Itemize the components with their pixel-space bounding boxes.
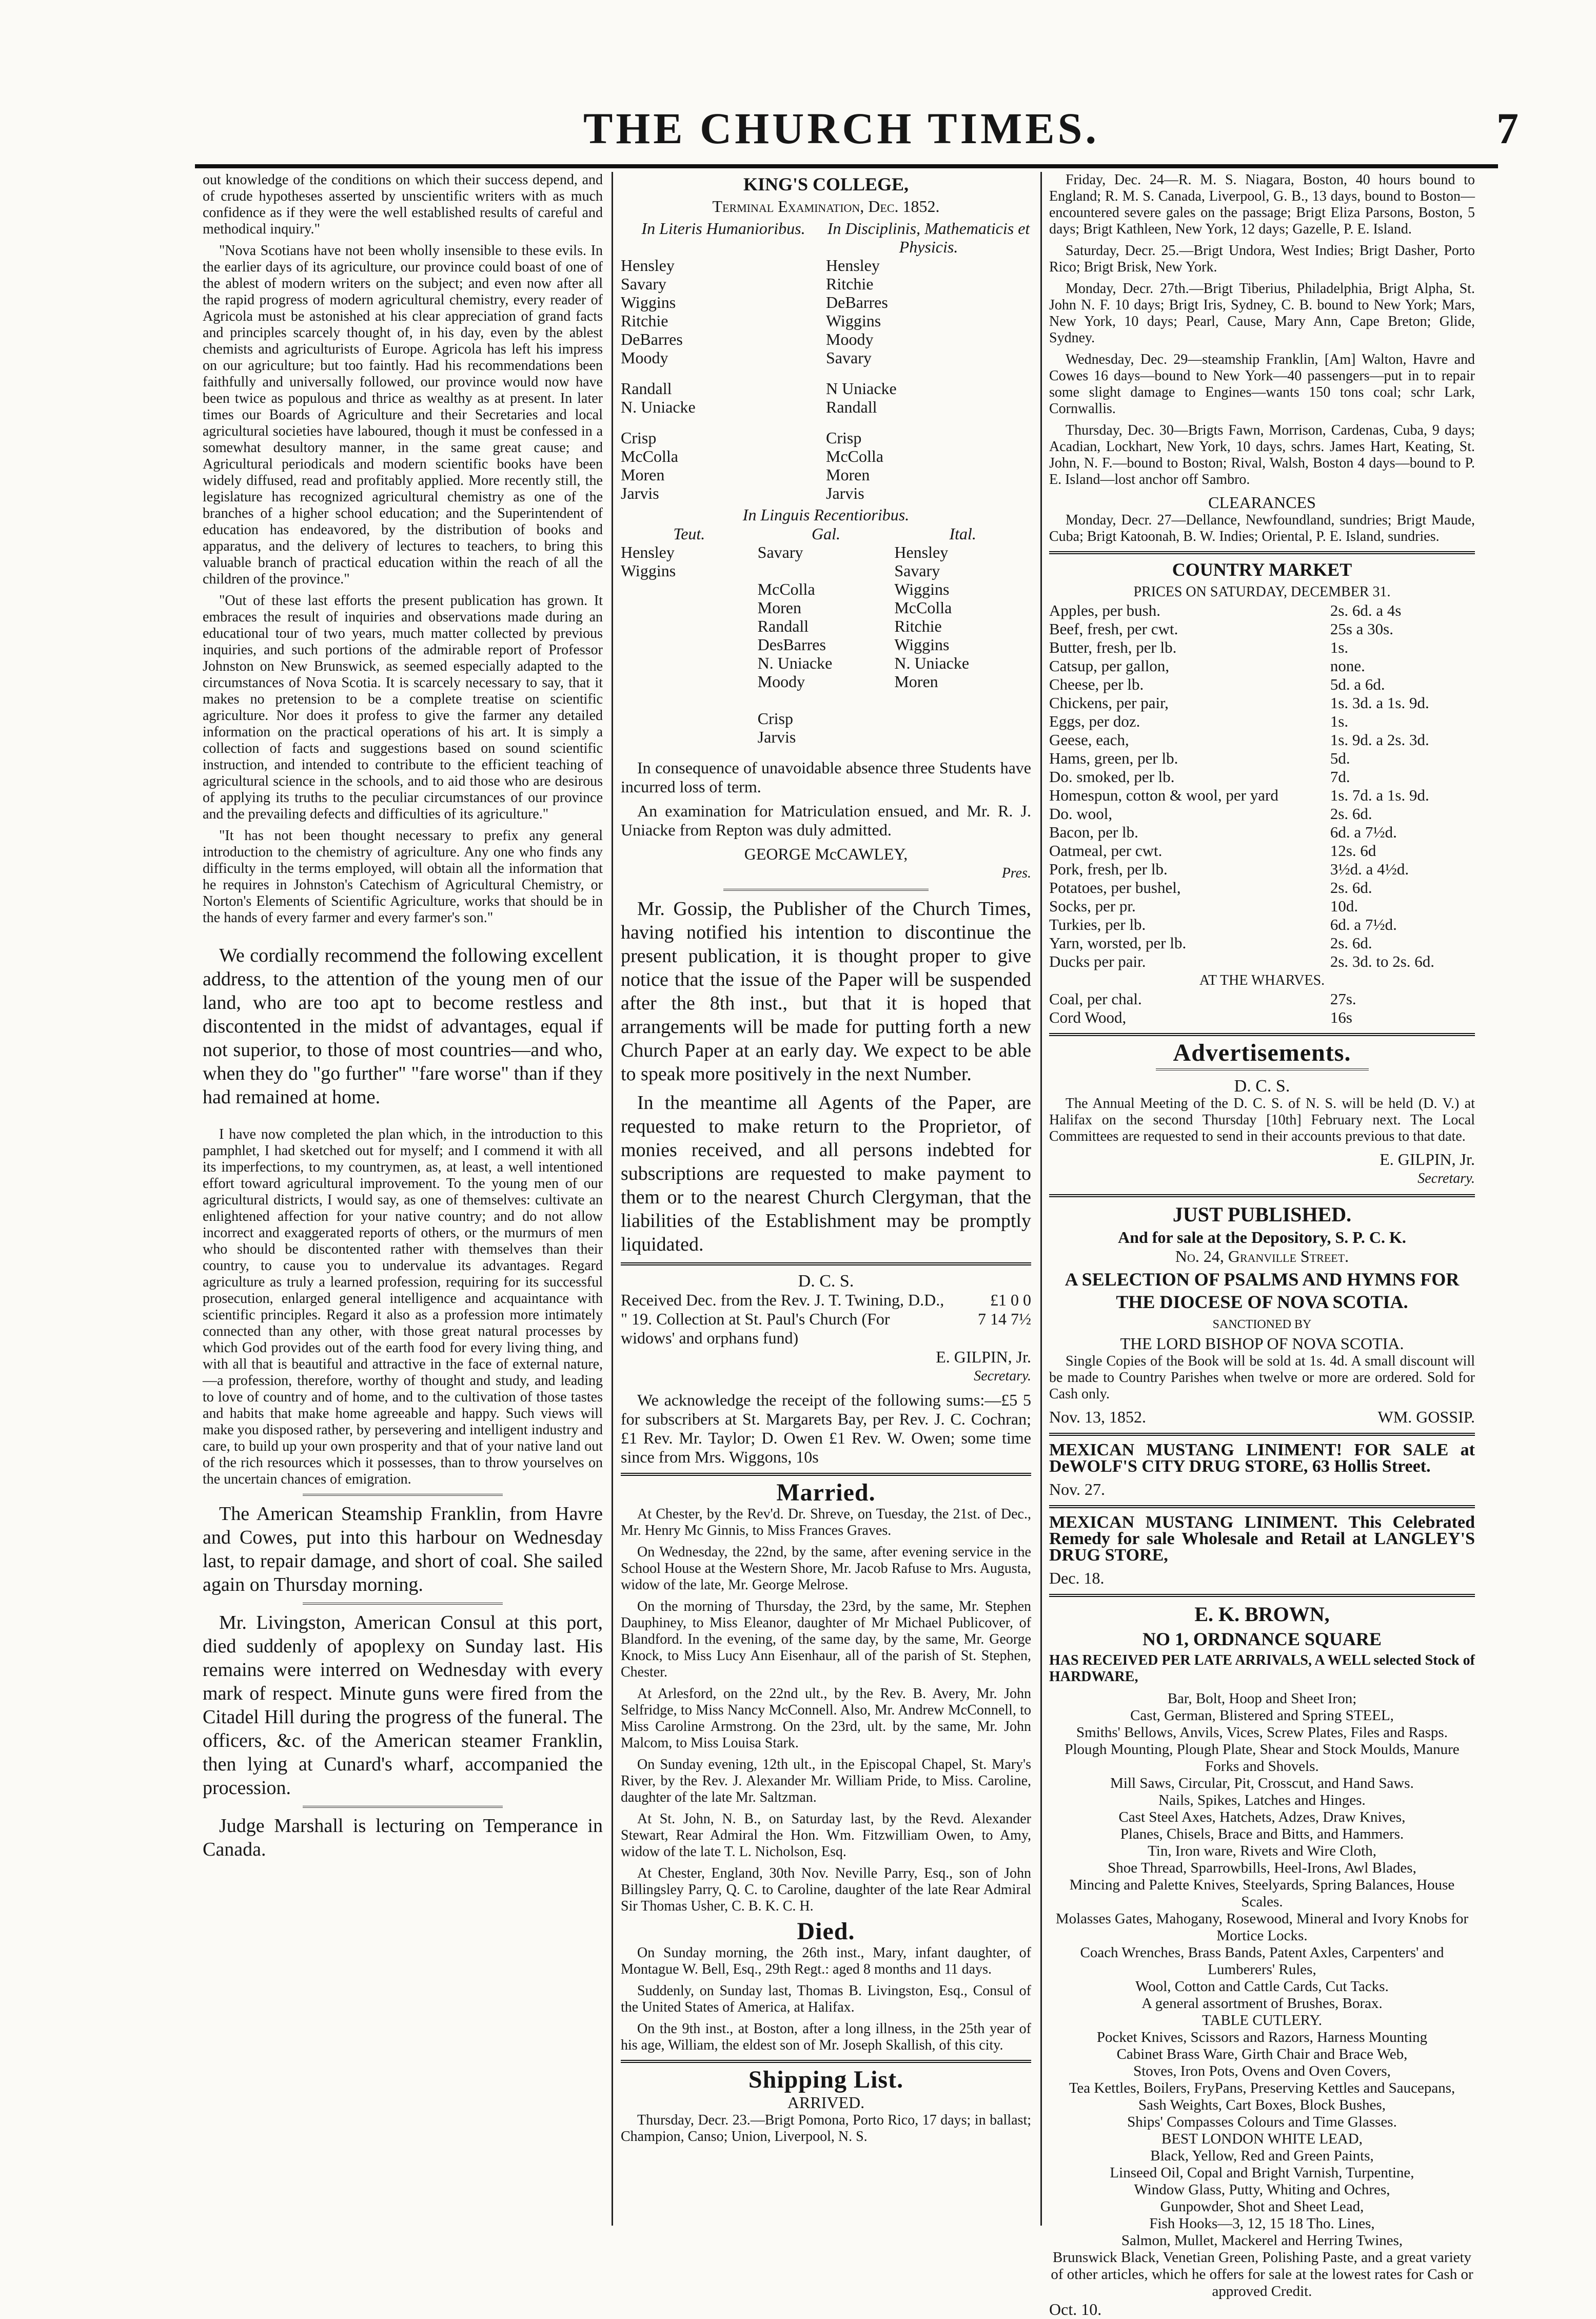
market-price: 27s. xyxy=(1330,990,1356,1008)
brown-item: Pocket Knives, Scissors and Razors, Harness Mounting xyxy=(1096,2029,1428,2045)
shipping-heading: Shipping List. xyxy=(748,2066,904,2093)
brown-item: Plough Mounting, Plough Plate, Shear and Stock Moulds, Manure Forks and Shovels. xyxy=(1065,1741,1460,1775)
separator xyxy=(303,1494,503,1496)
just-published-heading: JUST PUBLISHED. xyxy=(1172,1203,1352,1226)
mustang-ad-1-date: Nov. 27. xyxy=(1049,1480,1106,1498)
market-item: Turkies, per lb. xyxy=(1049,915,1146,933)
market-item: Apples, per bush. xyxy=(1049,601,1160,619)
market-row xyxy=(1049,601,1475,620)
market-item: Beef, fresh, per cwt. xyxy=(1049,620,1178,638)
market-price: 1s. 3d. a 1s. 9d. xyxy=(1330,694,1429,712)
shipping-entry: Thursday, Decr. 23.—Brigt Pomona, Porto Rico, 17 days; in ballast; Champion, Canso; Union, Liverpool, N. S. xyxy=(621,2112,1031,2145)
exam-heading-languages: In Linguis Recentioribus. xyxy=(742,505,910,524)
married-notice: At Chester, England, 30th Nov. Neville Parry, Esq., son of John Billingsley Parry, Q. C. to Caroline, daughter of the late Rear Admiral Sir Thomas Usher, C. B. K. C. H. xyxy=(621,1865,1031,1914)
married-notice: On Wednesday, the 22nd, by the same, after evening service in the School House at the Western Shore, Mr. Jacob Rafuse to Mrs. Augusta, widow of the late, Mr. George Melrose. xyxy=(621,1544,1031,1593)
brown-item: Planes, Chisels, Brace and Bitts, and Hammers. xyxy=(1120,1826,1404,1842)
market-item: Hams, green, per lb. xyxy=(1049,749,1178,767)
market-item: Chickens, per pair, xyxy=(1049,694,1169,712)
article-agriculture-p1: out knowledge of the conditions on which their success depend, and of crude hypotheses asserted by unscientific writers with as much confidence as if they were the well established results of careful and methodical inquiry." xyxy=(203,172,603,237)
shipping-entry: Saturday, Decr. 25.—Brigt Undora, West Indies; Brigt Dasher, Porto Rico; Brigt Brisk, New York. xyxy=(1049,243,1475,275)
market-price: 25s a 30s. xyxy=(1330,620,1393,638)
kings-college-title: KING'S COLLEGE, xyxy=(743,174,909,194)
kc-signature-title: Pres. xyxy=(1001,865,1031,881)
married-notice: On the morning of Thursday, the 23rd, by the same, Mr. Stephen Dauphiney, to Miss Eleanor, daughter of Mr Michael Publicover, of Blandford. In the evening, of the same day, by the same, Mr. George Knock, to Miss Lucy Ann Eisenhaur, all of the parish of St. Stephen, Chester. xyxy=(621,1599,1031,1680)
just-published-footer: Nov. 13, 1852. WM. GOSSIP. xyxy=(1049,1408,1475,1426)
died-heading: Died. xyxy=(797,1918,855,1945)
market-row xyxy=(1049,712,1475,731)
married-heading: Married. xyxy=(776,1479,876,1506)
column-2 xyxy=(621,172,1031,2241)
market-row xyxy=(1049,805,1475,823)
market-price: 5d. xyxy=(1330,749,1350,767)
shipping-entry: Monday, Decr. 27th.—Brigt Tiberius, Philadelphia, Brigt Alpha, St. John N. F. 10 days; Brigt Iris, Sydney, C. B. bound to New York; Mars, New York, 10 days; Pearl, Cause, Mary Ann, Cape Breton; Glide, Sydney. xyxy=(1049,281,1475,346)
separator xyxy=(303,1603,503,1605)
brown-item: Cast Steel Axes, Hatchets, Adzes, Draw Knives, xyxy=(1118,1809,1406,1825)
brown-item: Fish Hooks—3, 12, 15 18 Tho. Lines, xyxy=(1149,2215,1375,2232)
brown-item: Salmon, Mullet, Mackerel and Herring Twines, xyxy=(1121,2232,1403,2249)
masthead-rule xyxy=(195,164,1498,168)
died-notice: On the 9th inst., at Boston, after a long illness, in the 25th year of his age, William, the eldest son of Mr. Joseph Skallish, of this city. xyxy=(621,2021,1031,2053)
market-item: Eggs, per doz. xyxy=(1049,712,1140,730)
clearances-entry: Monday, Decr. 27—Dellance, Newfoundland, sundries; Brigt Maude, Cuba; Brigt Katoonah, B. W. Indies; Oriental, P. E. Island, sundries. xyxy=(1049,512,1475,544)
dcs-ad-signature: E. GILPIN, Jr. xyxy=(1380,1150,1475,1168)
market-item: Ducks per pair. xyxy=(1049,952,1146,970)
just-published-note: Single Copies of the Book will be sold at 1s. 4d. A small discount will be made to Country Parishes when twelve or more are ordered. Sold for Cash only. xyxy=(1049,1353,1475,1402)
market-row xyxy=(1049,749,1475,768)
advertisements-heading: Advertisements. xyxy=(1173,1039,1351,1066)
news-livingston: Mr. Livingston, American Consul at this port, died suddenly of apoplexy on Sunday last. His remains were interred on Wednesday with every mark of respect. Minute guns were fired from the Citadel Hill during the progress of the funeral. The officers, &c. of the American steamer Franklin, then lying at Cunard's wharf, accompanied the procession. xyxy=(203,1612,603,1799)
article-agriculture-p4: "It has not been thought necessary to prefix any general introduction to the chemistry of agriculture. Any one who finds any difficulty in the terms employed, will obtain all the information that he requires in Johnston's Catechism of Agricultural Chemistry, or Norton's Elements of Scientific Agriculture, works that should be in the hands of every farmer and every farmer's son." xyxy=(203,828,603,926)
dcs-ad-signature-title: Secretary. xyxy=(1417,1171,1475,1186)
news-franklin: The American Steamship Franklin, from Havre and Cowes, put into this harbour on Wednesday last, to repair damage, and short of coal. She sailed again on Thursday morning. xyxy=(203,1503,603,1595)
column-1 xyxy=(203,172,603,2241)
market-item: Potatoes, per bushel, xyxy=(1049,879,1181,897)
brown-item: Mincing and Palette Knives, Steelyards, Spring Balances, House Scales. xyxy=(1069,1877,1455,1910)
kc-signature: GEORGE McCAWLEY, xyxy=(744,845,908,863)
brown-item: Gunpowder, Shot and Sheet Lead, xyxy=(1160,2198,1364,2215)
just-published-bishop: THE LORD BISHOP OF NOVA SCOTIA. xyxy=(1120,1334,1404,1353)
market-row xyxy=(1049,934,1475,952)
brown-item: Stoves, Iron Pots, Ovens and Oven Covers, xyxy=(1133,2063,1391,2079)
notice-gossip-1: Mr. Gossip, the Publisher of the Church Times, having notified his intention to discontinue the present publication, it is thought proper to give notice that the issue of the Paper will be suspended after the 8th inst., but that it is hoped that arrangements will be made for putting forth a new Church Paper at an early day. We expect to be able to speak more positively in the next Number. xyxy=(621,898,1031,1085)
brown-item: Tea Kettles, Boilers, FryPans, Preserving Kettles and Saucepans, xyxy=(1069,2080,1455,2096)
wharves-table xyxy=(1049,990,1475,1027)
column-divider-2 xyxy=(1040,172,1042,2226)
market-item: Oatmeal, per cwt. xyxy=(1049,842,1162,860)
shipping-entry: Wednesday, Dec. 29—steamship Franklin, [Am] Walton, Havre and Cowes 16 days—bound to New York—40 passengers—put in to repair some slight damage to Engines—wants 150 tons coal; schr Lark, Cornwallis. xyxy=(1049,352,1475,417)
market-row xyxy=(1049,842,1475,860)
brown-date: Oct. 10. xyxy=(1049,2300,1102,2318)
article-address: I have now completed the plan which, in the introduction to this pamphlet, I had sketched out for myself; and I commend it with all its imperfections, to my countrymen, as, at least, a well intentioned effort toward agricultural improvement. To the young men of our agricultural districts, I would say, as one of themselves: cultivate an enlightened affection for your native country; and do not allow incorrect and exaggerated reports of others, or the murmurs of men who should be discontented rather with themselves than their country, to cause you to undervalue its advantages. Regard agriculture as truly a learned profession, requiring for its successful prosecution, enlarged general intelligence and acquaintance with scientific principles. Regard it also as a profession more intimately connected than any other, with those great natural processes by which God provides out of the earth food for every living thing, and with all that is beautiful and attractive in the face of external nature,—a profession, therefore, worthy of thought and study, and leading to love of country and of home, and to the cultivation of those tastes and habits that make home agreeable and happy. Such views will make you disposed rather, by persevering and intelligent industry and care, to build up your own prosperity and that of your native land out of the rich resources which it possesses, than to throw yourselves on the uncertain chances of emigration. xyxy=(203,1126,603,1487)
market-subheading: PRICES ON SATURDAY, DECEMBER 31. xyxy=(1133,584,1391,600)
exam-group-2: Randall N. Uniacke N Uniacke Randall xyxy=(621,379,897,416)
mustang-ad-2: MEXICAN MUSTANG LINIMENT. This Celebrated Remedy for sale Wholesale and Retail at LANGLEY'S DRUG STORE, xyxy=(1049,1513,1475,1565)
dcs-signature: E. GILPIN, Jr. xyxy=(936,1348,1031,1366)
market-item: Coal, per chal. xyxy=(1049,990,1142,1008)
brown-name: E. K. BROWN, xyxy=(1194,1603,1330,1626)
married-notice: On Sunday evening, 12th ult., in the Episcopal Chapel, St. Mary's River, by the Rev. J. Alexander Mr. William Pride, to Miss. Caroline, daughter of the late Mr. Saltzman. xyxy=(621,1757,1031,1805)
brown-item: Mill Saws, Circular, Pit, Crosscut, and Hand Saws. xyxy=(1110,1775,1414,1791)
market-row xyxy=(1049,879,1475,897)
brown-item: Linseed Oil, Copal and Bright Varnish, Turpentine, xyxy=(1110,2165,1414,2181)
market-price: 2s. 3d. to 2s. 6d. xyxy=(1330,952,1435,970)
market-row xyxy=(1049,657,1475,675)
market-heading: COUNTRY MARKET xyxy=(1172,559,1352,580)
market-row xyxy=(1049,694,1475,712)
just-published-sanctioned: SANCTIONED BY xyxy=(1212,1318,1312,1331)
market-item: Do. smoked, per lb. xyxy=(1049,768,1175,786)
exam-headings: In Literis Humanioribus. In Disciplinis, Mathematicis et Physicis. xyxy=(641,219,1030,256)
market-row xyxy=(1049,675,1475,694)
market-row xyxy=(1049,897,1475,915)
clearances-heading: CLEARANCES xyxy=(1208,493,1316,512)
wharves-heading: AT THE WHARVES. xyxy=(1199,972,1325,988)
mustang-ad-1: MEXICAN MUSTANG LINIMENT! FOR SALE at DeWOLF'S CITY DRUG STORE, 63 Hollis Street. xyxy=(1049,1440,1475,1476)
market-price: 1s. 9d. a 2s. 3d. xyxy=(1330,731,1429,749)
mustang-ad-2-date: Dec. 18. xyxy=(1049,1569,1105,1587)
separator xyxy=(723,889,929,891)
wharves-row xyxy=(1049,990,1475,1008)
market-item: Bacon, per lb. xyxy=(1049,823,1138,841)
brown-item: TABLE CUTLERY. xyxy=(1202,2012,1322,2029)
brown-item: A general assortment of Brushes, Borax. xyxy=(1141,1995,1383,2012)
died-notice: Suddenly, on Sunday last, Thomas B. Livingston, Esq., Consul of the United States of America, at Halifax. xyxy=(621,1983,1031,2015)
market-price: none. xyxy=(1330,657,1365,675)
just-published-title: A SELECTION OF PSALMS AND HYMNS FOR THE DIOCESE OF NOVA SCOTIA. xyxy=(1065,1269,1460,1312)
column-divider-1 xyxy=(612,172,613,2226)
shipping-entry: Friday, Dec. 24—R. M. S. Niagara, Boston, 40 hours bound to England; R. M. S. Canada, Liverpool, G. B., 13 days, bound to Boston—encountered severe gales on the passage; Brigt Eliza Parsons, Boston, 5 days; Brigt Kathleen, New York, 12 days; Gazelle, P. E. Island. xyxy=(1049,172,1475,237)
market-price: 7d. xyxy=(1330,768,1350,786)
market-item: Geese, each, xyxy=(1049,731,1129,749)
market-item: Catsup, per gallon, xyxy=(1049,657,1170,675)
just-published-sale: And for sale at the Depository, S. P. C. K. xyxy=(1118,1228,1406,1246)
separator xyxy=(303,1806,503,1808)
market-item: Cheese, per lb. xyxy=(1049,675,1144,693)
wharves-row xyxy=(1049,1008,1475,1027)
market-item: Butter, fresh, per lb. xyxy=(1049,638,1177,656)
market-price: 16s xyxy=(1330,1008,1352,1026)
market-price: 6d. a 7½d. xyxy=(1330,823,1397,841)
brown-item: Cast, German, Blistered and Spring STEEL, xyxy=(1130,1707,1394,1724)
separator xyxy=(1156,1068,1369,1070)
brown-item: Coach Wrenches, Brass Bands, Patent Axles, Carpenters' and Lumberers' Rules, xyxy=(1080,1944,1444,1978)
market-item: Do. wool, xyxy=(1049,805,1113,823)
market-row xyxy=(1049,620,1475,638)
exam-group-3: Crisp McColla Moren Jarvis Crisp McColla Moren Jarvis xyxy=(621,428,883,502)
market-price: 12s. 6d xyxy=(1330,842,1376,860)
brown-item: Brunswick Black, Venetian Green, Polishing Paste, and a great variety of other articles, which he offers for sale at the lowest rates for Cash or approved Credit. xyxy=(1051,2249,1473,2299)
market-item: Homespun, cotton & wool, per yard xyxy=(1049,786,1278,804)
brown-item: Black, Yellow, Red and Green Paints, xyxy=(1150,2148,1374,2164)
brown-item: Tin, Iron ware, Rivets and Wire Cloth, xyxy=(1148,1843,1376,1859)
dcs-entry-2: " 19. Collection at St. Paul's Church (For widows' and orphans fund) 7 14 7½ xyxy=(621,1310,1031,1347)
market-row xyxy=(1049,952,1475,971)
dcs-entry-1: Received Dec. from the Rev. J. T. Twining, D.D., £1 0 0 xyxy=(621,1291,1031,1309)
acknowledgement: We acknowledge the receipt of the following sums:—£5 5 for subscribers at St. Margarets Bay, per Rev. J. C. Cochran; £1 Rev. Mr. Taylor; D. Owen £1 Rev. W. Owen; some time since from Mrs. Wiggons, 10s xyxy=(621,1391,1031,1466)
news-marshall: Judge Marshall is lecturing on Temperance in Canada. xyxy=(203,1815,603,1860)
market-row xyxy=(1049,823,1475,842)
brown-item: Wool, Cotton and Cattle Cards, Cut Tacks. xyxy=(1135,1978,1389,1995)
market-price: 2s. 6d. a 4s xyxy=(1330,601,1402,619)
newspaper-title: THE CHURCH TIMES. xyxy=(583,104,1099,153)
market-row xyxy=(1049,638,1475,657)
brown-lead: HAS RECEIVED PER LATE ARRIVALS, A WELL selected Stock of HARDWARE, xyxy=(1049,1652,1475,1685)
married-notice: At Arlesford, on the 22nd ult., by the Rev. B. Avery, Mr. John Selfridge, to Miss Nancy McConnell. Also, Mr. Andrew McConnell, to Miss Caroline Armstrong. On the 23rd, ult. by the same, Mr. John Malcom, to Miss Louisa Stark. xyxy=(621,1686,1031,1751)
column-3 xyxy=(1049,172,1475,2318)
dcs-ad-heading: D. C. S. xyxy=(1234,1077,1290,1096)
article-agriculture-p3: "Out of these last efforts the present publication has grown. It embraces the result of inquiries and observations made during an educational tour of two years, much matter collected by previous inquiries, and such portions of the admirable report of Professor Johnston on New Brunswick, as seemed especially adapted to the circumstances of Nova Scotia. It is scarcely necessary to say, that it makes no pretension to be a complete treatise on scientific agriculture. Nor does it profess to give the farmer any detailed information on the practical operations of his art. It is simply a collection of facts and suggestions based on sound scientific instruction, and intended to contribute to the efficient teaching of agricultural science in the schools, and to aid those who are desirous of applying its truths to the peculiar circumstances of our province and the prevailing defects and difficulties of its agriculture." xyxy=(203,593,603,822)
kings-college-subtitle: Terminal Examination, Dec. 1852. xyxy=(712,197,940,216)
kc-note-2: An examination for Matriculation ensued, and Mr. R. J. Uniacke from Repton was duly admitted. xyxy=(621,802,1031,839)
notice-gossip-2: In the meantime all Agents of the Paper, are requested to make return to the Proprietor, of monies received, and all persons indebted for subscriptions are requested to make payment to them or to the nearest Church Clergyman, that the liabilities of the Establishment may be promptly liquidated. xyxy=(621,1092,1031,1255)
article-agriculture-p2: "Nova Scotians have not been wholly insensible to these evils. In the earlier days of its agriculture, our province could boast of one of the ablest of modern writers on the subject; and even now after all the rapid progress of modern agricultural chemistry, every reader of Agricola must be astonished at his clear appreciation of grand facts and principles scarcely thought of, in his day, even by the ablest chemists and agriculturists of Europe. Agricola has left his impress on our agriculture; but too faintly. Had his recommendations been faithfully and universally followed, our province would now have been twice as populous and thrice as wealthy as at present. In later times our Boards of Agriculture and their Secretaries and local agricultural societies have laboured, though it must be confessed in a somewhat desultory manner, in the same great cause; and Agricultural periodicals and modern scientific books have been widely diffused, read and profitably applied. More recently still, the legislature has recognized agricultural chemistry as one of the branches of a higher school education; and the Superintendent of education has endeavored, by the distribution of books and apparatus, and the delivery of lectures to teachers, to bring this valuable branch of practical education within the reach of all the children of the province." xyxy=(203,243,603,587)
brown-item: BEST LONDON WHITE LEAD, xyxy=(1161,2131,1363,2147)
article-recommend: We cordially recommend the following excellent address, to the attention of the young men of our land, who are too apt to become restless and discontented in the midst of advantages, equal if not superior, to those of most countries—and who, when they do "go further" "fare worse" than if they had remained at home. xyxy=(203,945,603,1108)
market-price: 6d. a 7½d. xyxy=(1330,915,1397,933)
brown-item: Bar, Bolt, Hoop and Sheet Iron; xyxy=(1167,1690,1357,1707)
brown-item: Molasses Gates, Mahogany, Rosewood, Mineral and Ivory Knobs for Mortice Locks. xyxy=(1055,1911,1469,1944)
page-number: 7 xyxy=(1496,104,1519,153)
market-item: Pork, fresh, per lb. xyxy=(1049,860,1168,878)
dcs-ad-text: The Annual Meeting of the D. C. S. of N. S. will be held (D. V.) at Halifax on the second Thursday [10th] February next. The Local Committees are requested to send in their accounts previous to that date. xyxy=(1049,1096,1475,1144)
market-item: Cord Wood, xyxy=(1049,1008,1127,1026)
market-price: 1s. xyxy=(1330,712,1349,730)
brown-item: Sash Weights, Cart Boxes, Block Bushes, xyxy=(1138,2097,1386,2113)
masthead xyxy=(185,103,1519,159)
market-row xyxy=(1049,786,1475,805)
shipping-arrived: ARRIVED. xyxy=(787,2093,865,2112)
died-notice: On Sunday morning, the 26th inst., Mary, infant daughter, of Montague W. Bell, Esq., 29th Regt.: aged 8 months and 11 days. xyxy=(621,1945,1031,1977)
market-row xyxy=(1049,731,1475,749)
market-price: 1s. 7d. a 1s. 9d. xyxy=(1330,786,1429,804)
dcs-signature-title: Secretary. xyxy=(974,1368,1031,1384)
market-price: 10d. xyxy=(1330,897,1358,915)
market-price: 3½d. a 4½d. xyxy=(1330,860,1409,878)
market-row xyxy=(1049,768,1475,786)
shipping-entry: Thursday, Dec. 30—Brigts Fawn, Morrison, Cardenas, Cuba, 9 days; Acadian, Lockhart, New York, 10 days, schrs. James Hart, Keating, St. John, N. F.—bound to Boston; Rival, Walsh, Boston 4 days—bound to P. E. Island—lost anchor off Sambro. xyxy=(1049,422,1475,488)
brown-item: Nails, Spikes, Latches and Hinges. xyxy=(1158,1792,1366,1808)
market-price: 5d. a 6d. xyxy=(1330,675,1385,693)
brown-item: Window Glass, Putty, Whiting and Ochres, xyxy=(1134,2181,1390,2198)
brown-item: Cabinet Brass Ware, Girth Chair and Brace Web, xyxy=(1116,2046,1408,2062)
brown-item: Ships' Compasses Colours and Time Glasses. xyxy=(1127,2114,1397,2130)
just-published-address: No. 24, Granville Street. xyxy=(1175,1247,1349,1265)
market-row xyxy=(1049,860,1475,879)
market-price: 1s. xyxy=(1330,638,1349,656)
market-price: 2s. 6d. xyxy=(1330,805,1372,823)
market-price: 2s. 6d. xyxy=(1330,934,1372,952)
market-price: 2s. 6d. xyxy=(1330,879,1372,897)
brown-item-list xyxy=(1049,1690,1475,2300)
market-item: Yarn, worsted, per lb. xyxy=(1049,934,1187,952)
married-notice: At St. John, N. B., on Saturday last, by the Revd. Alexander Stewart, Rear Admiral the Hon. Wm. Fitzwilliam Owen, to Amy, widow of the late T. L. Nicholson, Esq. xyxy=(621,1811,1031,1860)
married-notice: At Chester, by the Rev'd. Dr. Shreve, on Tuesday, the 21st. of Dec., Mr. Henry Mc Ginnis, to Miss Frances Graves. xyxy=(621,1506,1031,1538)
market-table xyxy=(1049,601,1475,971)
market-row xyxy=(1049,915,1475,934)
kc-note-1: In consequence of unavoidable absence three Students have incurred loss of term. xyxy=(621,758,1031,796)
market-item: Socks, per pr. xyxy=(1049,897,1136,915)
brown-item: Shoe Thread, Sparrowbills, Heel-Irons, Awl Blades, xyxy=(1108,1860,1416,1876)
exam-languages: Teut. Hensley Wiggins Gal. Savary McColla Moren Randall DesBarres N. Uniacke Moody Crisp Jarvis Ital. Hensley Savary Wiggins McColla Ritchie Wiggins N. Uniacke Moren xyxy=(621,524,976,746)
dcs-heading: D. C. S. xyxy=(798,1272,854,1291)
brown-item: Smiths' Bellows, Anvils, Vices, Screw Plates, Files and Rasps. xyxy=(1076,1724,1448,1741)
exam-group-1: Hensley Savary Wiggins Ritchie DeBarres Moody Hensley Ritchie DeBarres Wiggins Moody Savary xyxy=(621,256,888,367)
brown-address: NO 1, ORDNANCE SQUARE xyxy=(1142,1629,1382,1649)
